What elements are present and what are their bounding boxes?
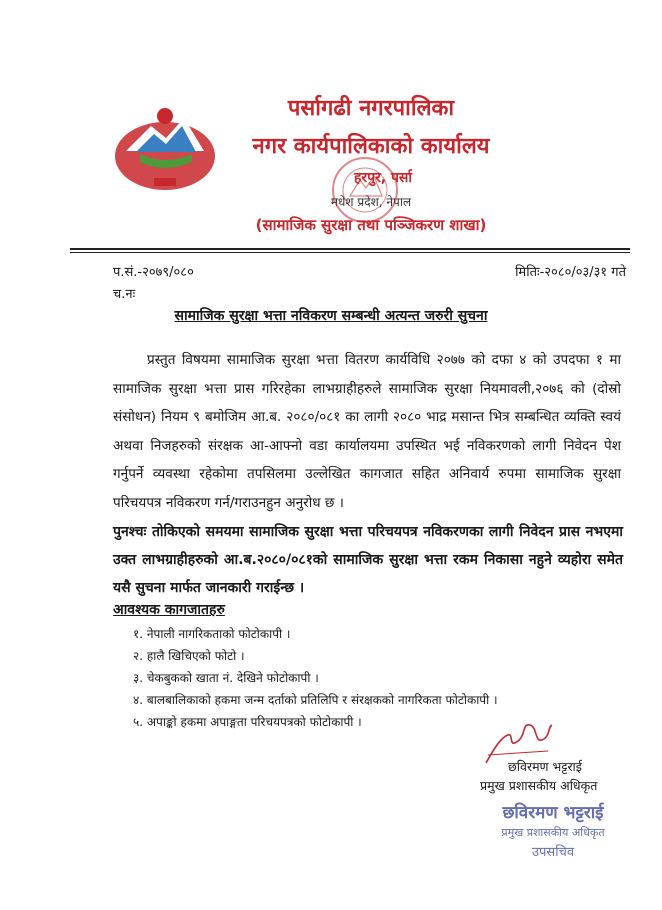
document-item: ३. चेकबुकको खाता नं. देखिने फोटोकापी । xyxy=(133,671,319,685)
office-section: (सामाजिक सुरक्षा तथा पञ्जिकरण शाखा) xyxy=(255,216,487,234)
office-name: नगर कार्यपालिकाको कार्यालय xyxy=(252,134,490,159)
document-item: २. हालै खिचिएको फोटो । xyxy=(133,649,245,663)
stamp-title: प्रमुख प्रशासकीय अधिकृत xyxy=(501,826,605,839)
document-item: ४. बालबालिकाको हकमा जन्म दर्ताको प्रतिलिपि र संरक्षकको नागरिकता फोटोकापी । xyxy=(133,693,498,707)
office-seal-icon xyxy=(320,150,410,230)
header-divider xyxy=(70,248,630,250)
office-location: हरपुर, पर्सा xyxy=(353,170,413,186)
signatory-title: प्रमुख प्रशासकीय अधिकृत xyxy=(480,778,598,793)
letter-date: मितिः-२०८०/०३/३१ गते xyxy=(515,265,626,280)
municipality-name: पर्सागढी नगरपालिका xyxy=(287,96,455,121)
required-documents-list xyxy=(133,623,498,733)
signatory-name: छविरमण भट्टराई xyxy=(508,759,582,774)
document-item: ५. अपाङ्को हकमा अपाङ्गता परिचयपत्रको फोटोकापी । xyxy=(133,715,362,729)
body-text: प्रस्तुत विषयमा सामाजिक सुरक्षा भत्ता वितरण कार्यविधि २०७७ को दफा ४ को उपदफा १ मा सामाजिक सुरक्षा भत्ता प्रास गरिरहेका लाभग्राहीहरुले सामाजिक सुरक्षा नियमावली,२०७६ को (दोस्रो संसोधन) नियम ९ बमोजिम आ.ब. २०८०/०८१ का लागी २०८० भाद्र मसान्त भित्र सम्बन्धित व्यक्ति स्वयं अथवा निजहरुको संरक्षक आ-आफ्नो वडा कार्यालयमा उपस्थित भई नविकरणको लागी निवेदन पेश गर्नुपर्ने व्यवस्था रहेकोमा तपसिलमा उल्लेखित कागजात सहित अनिवार्य रुपमा सामाजिक सुरक्षा परिचयपत्र नविकरण गर्न/गराउनहुन अनुरोध छ । xyxy=(113,352,621,511)
reference-number: प.सं.-२०७९/०८० xyxy=(113,265,194,280)
stamp-name: छविरमण भट्टराई xyxy=(502,803,604,823)
header-divider-thin xyxy=(70,252,630,253)
notice-subject: सामाजिक सुरक्षा भत्ता नविकरण सम्बन्धी अत्यन्त जरुरी सुचना xyxy=(174,308,488,324)
dispatch-number: च.नः xyxy=(113,287,136,302)
office-province: मधेश प्रदेश, नेपाल xyxy=(330,195,412,209)
stamp-subtitle: उपसचिव xyxy=(531,845,575,860)
body-paragraph xyxy=(113,346,621,517)
document-item: १. नेपाली नागरिकताको फोटोकापी । xyxy=(133,627,291,641)
required-documents-title: आवश्यक कागजातहरु xyxy=(113,602,225,618)
postscript-paragraph: पुनश्चः तोकिएको समयमा सामाजिक सुरक्षा भत्ता परिचयपत्र नविकरणका लागी निवेदन प्रास नभएमा उक्त लाभग्राहीहरुको आ.ब.२०८०/०८१को सामाजिक सुरक्षा भत्ता रकम निकासा नहुने व्यहोरा समेत यसै सुचना मार्फत जानकारी गराईन्छ । xyxy=(113,524,623,596)
official-stamp xyxy=(478,800,628,860)
